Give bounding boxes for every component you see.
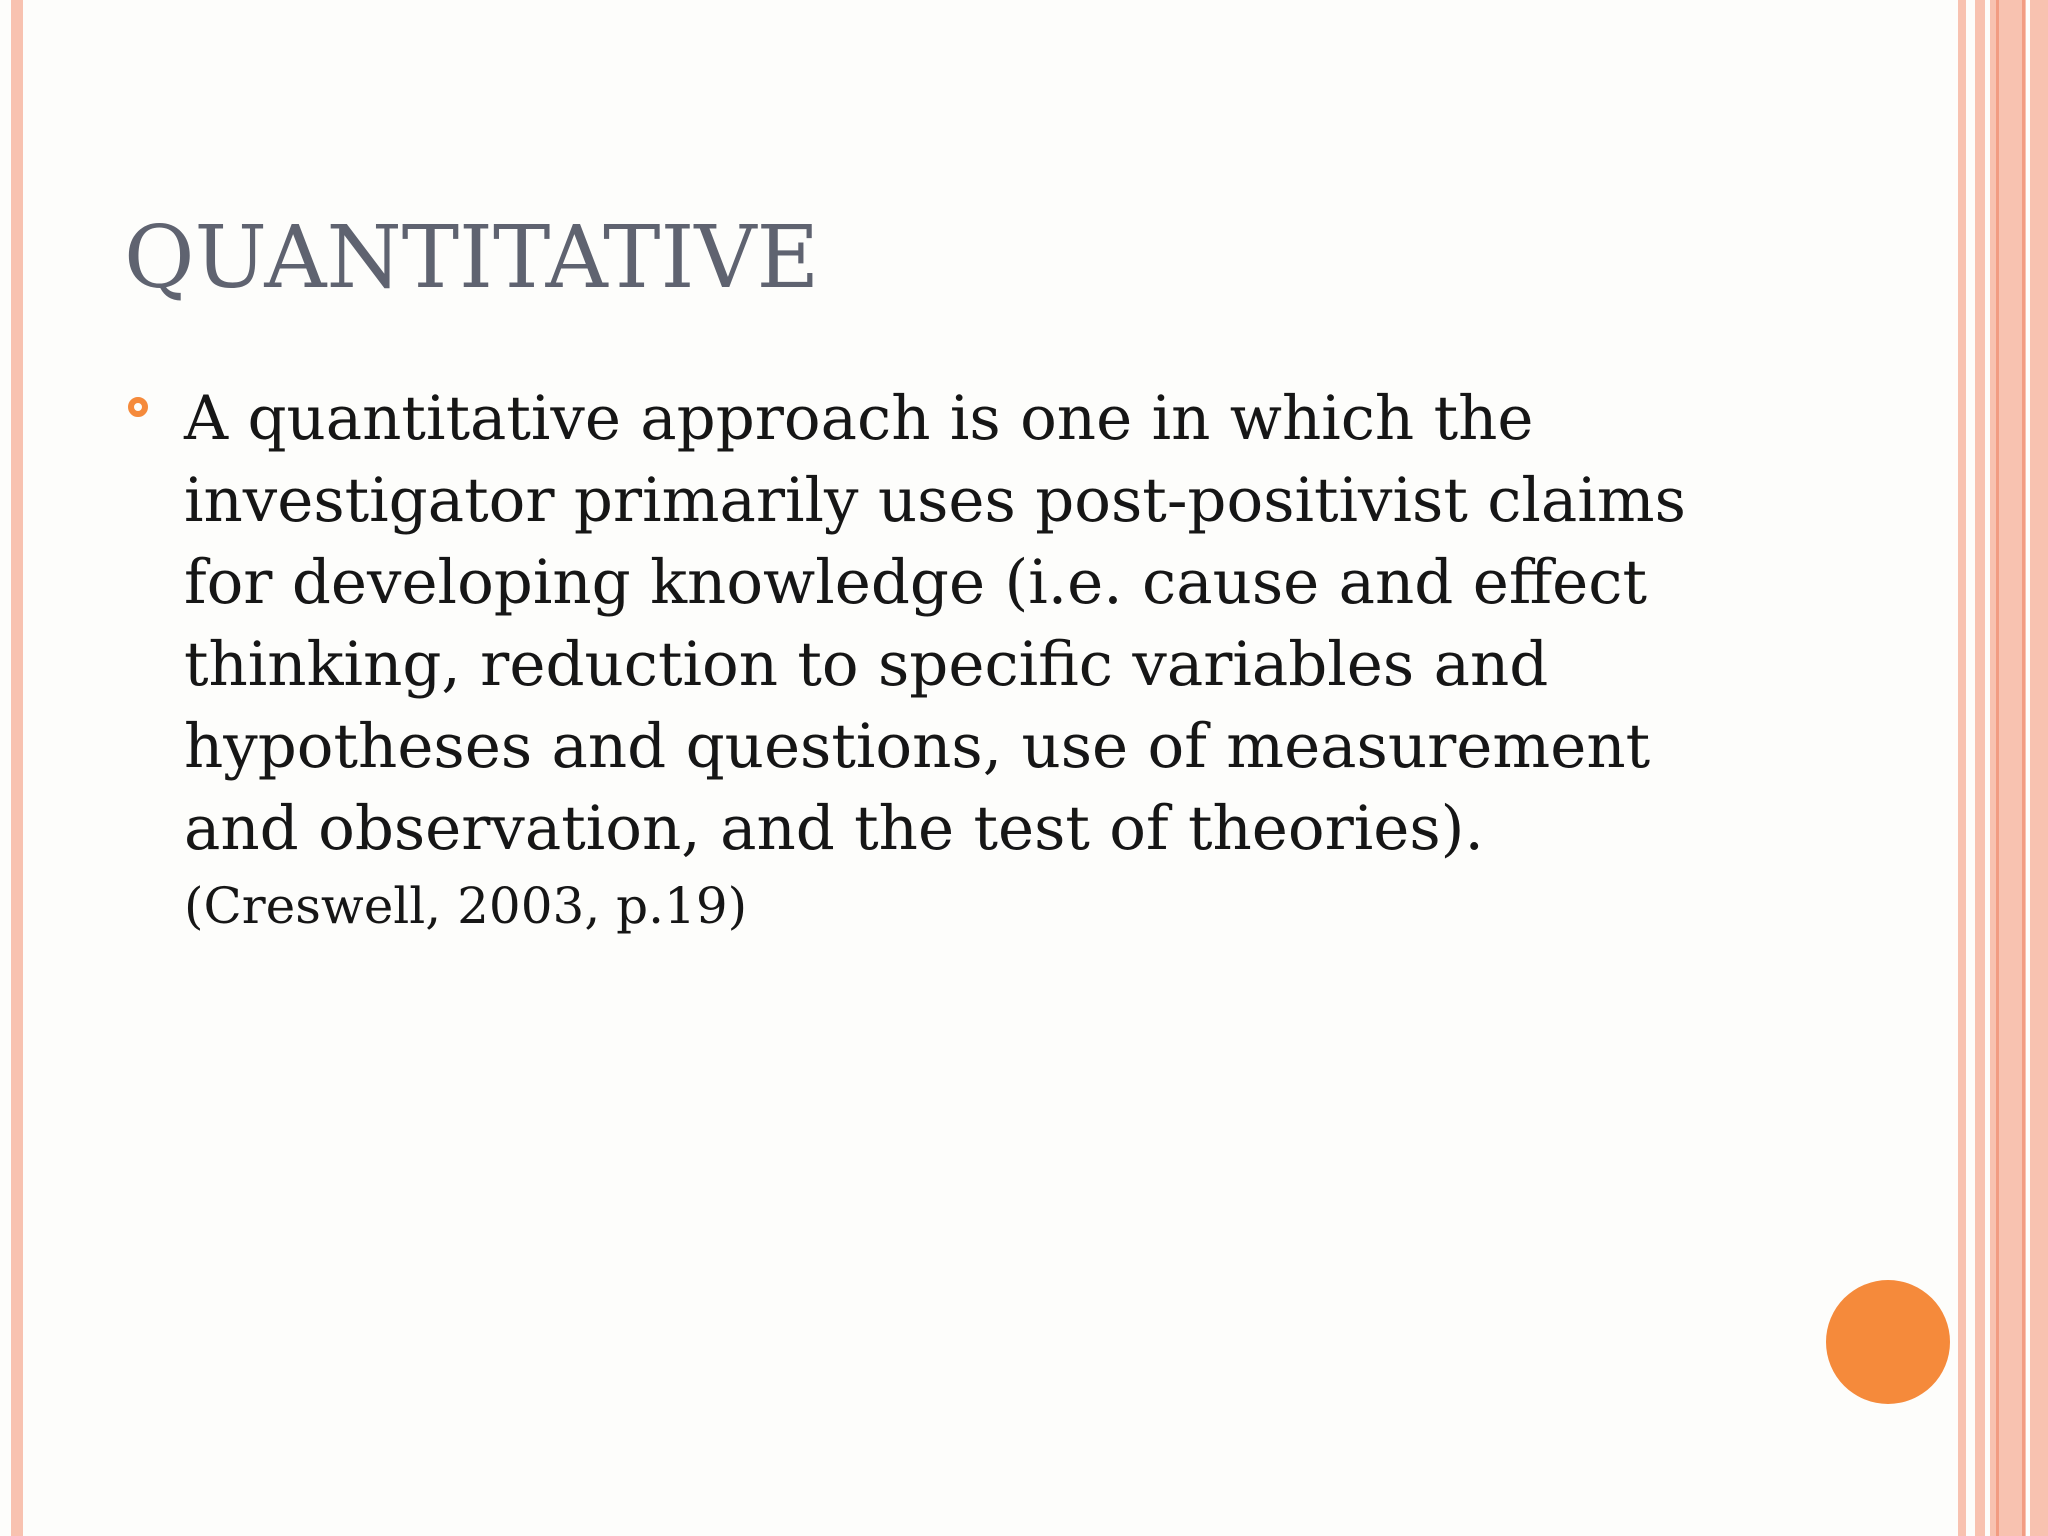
filled-circle-icon: [1826, 1280, 1950, 1404]
bullet-text: A quantitative approach is one in which the investigator primarily uses post-positivist claims for developing knowledge (i.e. cause and effect thinking, reduction to specific variables and hypotheses and questions, use of measurement and observation, and the test of theories).: [184, 383, 1686, 864]
right-border-line: [2022, 0, 2025, 1536]
slide-title: QUANTITATIVE: [124, 208, 820, 308]
right-border-stripe: [1958, 0, 1966, 1536]
bullet-item: [124, 378, 1764, 938]
right-border-stripe: [1975, 0, 1985, 1536]
bullet-list: [124, 378, 1764, 938]
right-border-stripe: [2030, 0, 2048, 1536]
hollow-circle-bullet-icon: [128, 397, 148, 417]
left-border-stripe: [11, 0, 23, 1536]
right-border-line: [1996, 0, 1999, 1536]
citation: (Creswell, 2003, p.19): [184, 877, 748, 935]
